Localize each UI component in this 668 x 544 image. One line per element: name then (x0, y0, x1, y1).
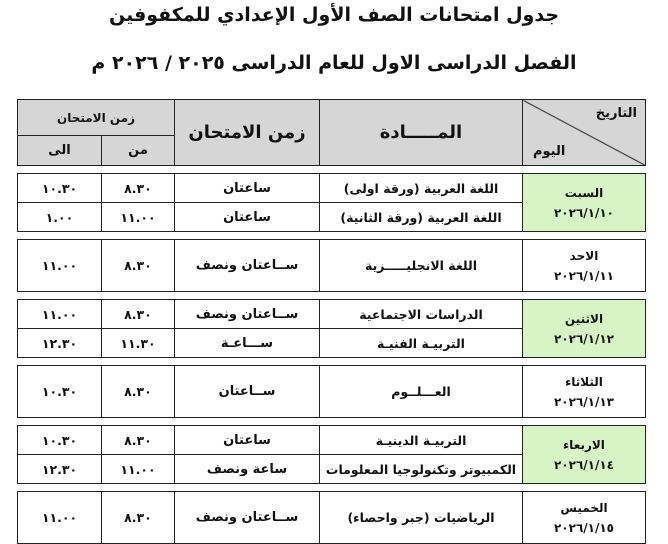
day-name: الاحد (569, 248, 599, 263)
day-cell (523, 366, 646, 418)
duration-cell: ساعة ونصف (175, 455, 320, 484)
time-to-cell: ١٢.٣٠ (18, 329, 102, 358)
time-from-cell: ٨.٣٠ (102, 492, 175, 544)
subject-cell: التربيـة الفنيـة (320, 329, 523, 358)
day-name: الاربعاء (563, 437, 605, 452)
page-title: جدول امتحانات الصف الأول الإعدادي للمكفوفين (108, 4, 560, 26)
gap-cell (18, 232, 646, 240)
day-cell (523, 174, 646, 232)
day-name: الاثنين (564, 311, 604, 326)
header-day-label: اليوم (533, 144, 566, 159)
table-row (18, 174, 646, 203)
time-to-cell: ١٢.٣٠ (18, 455, 102, 484)
time-to-cell: ١.٠٠ (18, 203, 102, 232)
day-cell (523, 240, 646, 292)
duration-cell: ســاعتان (175, 366, 320, 418)
header-date-day (523, 100, 646, 166)
row-gap (18, 358, 646, 366)
table-row (18, 492, 646, 544)
time-from-cell: ٨.٣٠ (102, 300, 175, 329)
duration-cell: ساعتان (175, 426, 320, 455)
subject-cell: التربيـة الدينيـة (320, 426, 523, 455)
header-time-group: زمن الامتحان (18, 100, 175, 136)
duration-cell: ســـاعـة (175, 329, 320, 358)
header-from: من (102, 136, 175, 166)
time-from-cell: ١١.٠٠ (102, 203, 175, 232)
header-duration: زمن الامتحان (175, 100, 320, 166)
duration-cell: ســاعتان ونصف (175, 492, 320, 544)
row-gap (18, 232, 646, 240)
header-subject: المـــــادة (320, 100, 523, 166)
day-name: السبت (564, 185, 604, 200)
day-date: ٢٠٢٦/١/١١ (553, 268, 615, 283)
subject-cell: اللغة العربية (ورقة الثانية) (320, 203, 523, 232)
subject-cell: الكمبيوتر وتكنولوجيا المعلومات (320, 455, 523, 484)
time-to-cell: ١١.٠٠ (18, 492, 102, 544)
subject-cell: الدراسات الاجتماعية (320, 300, 523, 329)
gap-cell (18, 418, 646, 426)
time-from-cell: ٨.٣٠ (102, 426, 175, 455)
time-from-cell: ١١.٣٠ (102, 329, 175, 358)
schedule-body (18, 166, 646, 544)
time-from-cell: ٨.٣٠ (102, 240, 175, 292)
time-to-cell: ١٠.٣٠ (18, 366, 102, 418)
table-row (18, 426, 646, 455)
duration-cell: ساعتان (175, 174, 320, 203)
time-to-cell: ١٠.٣٠ (18, 174, 102, 203)
day-date: ٢٠٢٦/١/١٥ (553, 520, 615, 535)
row-gap (18, 166, 646, 174)
day-name: الثلاثاء (565, 374, 603, 389)
day-date: ٢٠٢٦/١/١٣ (553, 394, 615, 409)
duration-cell: ســاعتان ونصف (175, 240, 320, 292)
gap-cell (18, 484, 646, 492)
row-gap (18, 418, 646, 426)
subject-cell: اللغة العربية (ورقة اولى) (320, 174, 523, 203)
duration-cell: ساعتان (175, 203, 320, 232)
time-to-cell: ١١.٠٠ (18, 240, 102, 292)
time-from-cell: ٨.٣٠ (102, 366, 175, 418)
subject-cell: العـــلــوم (320, 366, 523, 418)
time-to-cell: ١٠.٣٠ (18, 426, 102, 455)
page-subtitle: الفصل الدراسى الاول للعام الدراسى ٢٠٢٥ / ٢٠٢٦ م (91, 52, 577, 74)
time-from-cell: ١١.٠٠ (102, 455, 175, 484)
exam-schedule-table (17, 99, 646, 544)
duration-cell: ســاعتان ونصف (175, 300, 320, 329)
table-row (18, 300, 646, 329)
day-date: ٢٠٢٦/١/١٠ (553, 205, 615, 220)
table-row (18, 240, 646, 292)
time-to-cell: ١١.٠٠ (18, 300, 102, 329)
day-name: الخميس (560, 500, 608, 515)
header-to: الى (18, 136, 102, 166)
table-row (18, 366, 646, 418)
day-date: ٢٠٢٦/١/١٢ (553, 331, 615, 346)
subject-cell: اللغة الانجليـــــزية (320, 240, 523, 292)
row-gap (18, 484, 646, 492)
day-cell (523, 492, 646, 544)
header-date-label: التاريخ (595, 106, 637, 121)
gap-cell (18, 166, 646, 174)
gap-cell (18, 292, 646, 300)
gap-cell (18, 358, 646, 366)
day-cell (523, 426, 646, 484)
day-cell (523, 300, 646, 358)
row-gap (18, 292, 646, 300)
day-date: ٢٠٢٦/١/١٤ (553, 457, 615, 472)
subject-cell: الرياضيات (جبر واحصاء) (320, 492, 523, 544)
time-from-cell: ٨.٣٠ (102, 174, 175, 203)
